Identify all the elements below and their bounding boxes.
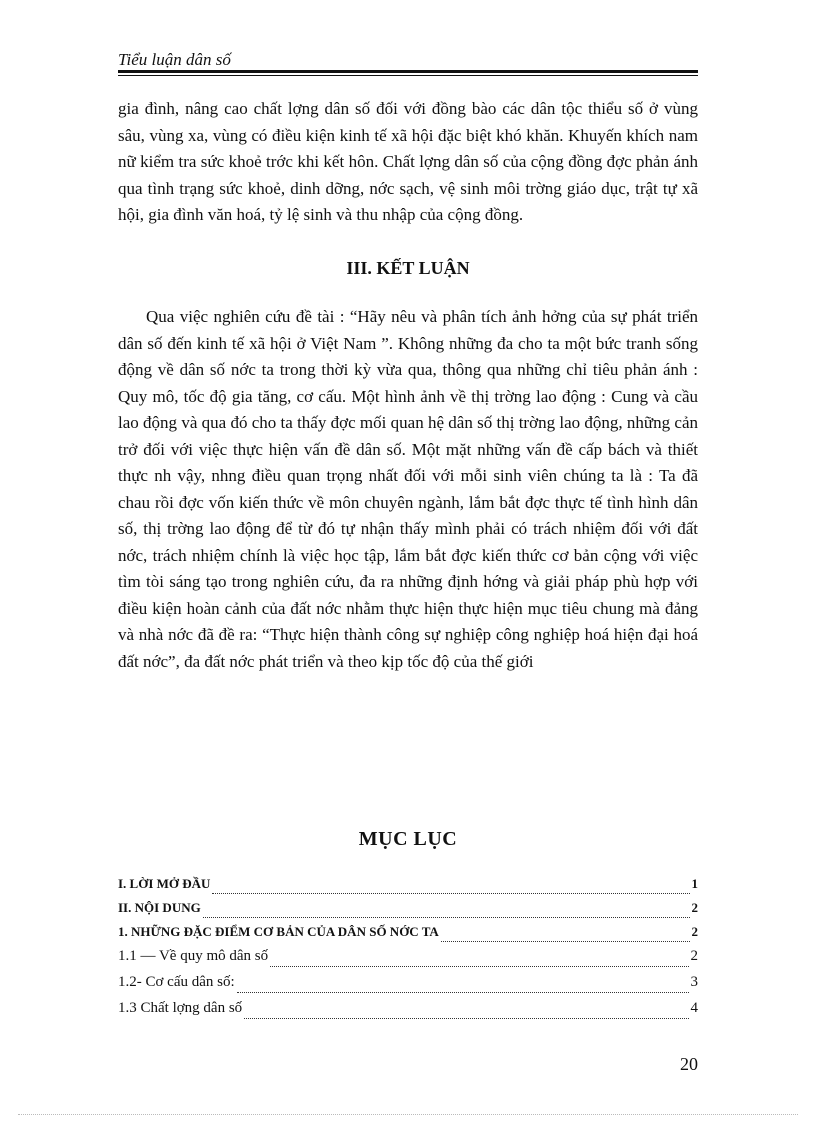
toc-entry-text: 1.1 — Về quy mô dân số	[118, 948, 269, 964]
toc-leader-dots	[270, 956, 688, 967]
toc-leader-dots	[212, 883, 689, 894]
toc-entry-page: 1	[691, 876, 698, 891]
toc-entry-page: 2	[691, 900, 698, 915]
paragraph-continuation: gia đình, nâng cao chất lợng dân số đối với đồng bào các dân tộc thiểu số ở vùng sâu, vùng xa, vùng có điều kiện kinh tế xã hội đặc biệt khó khăn. Khuyến khích nam nữ kiểm tra sức khoẻ trớc khi kết hôn. Chất lợng dân số của cộng đồng đợc phản ánh qua tình trạng sức khoẻ, dinh dỡng, nớc sạch, vệ sinh môi trờng giáo dục, trật tự xã hội, gia đình văn hoá, tỷ lệ sinh và thu nhập của cộng đồng.	[118, 99, 698, 224]
toc-entry-text: II. NỘI DUNG	[118, 900, 201, 915]
toc-entry[interactable]	[118, 876, 698, 900]
toc-entry-text: 1. NHỮNG ĐẶC ĐIỂM CƠ BẢN CỦA DÂN SỐ NỚC TA	[118, 924, 439, 939]
toc-entry[interactable]	[118, 1000, 698, 1026]
toc-leader-dots	[441, 931, 690, 942]
table-of-contents	[118, 876, 698, 1026]
page-bottom-border	[18, 1114, 798, 1115]
paragraph-conclusion: Qua việc nghiên cứu đề tài : “Hãy nêu và phân tích ảnh hởng của sự phát triển dân số đến kinh tế xã hội ở Việt Nam ”. Không những đa cho ta một bức tranh sống động về dân số nớc ta trong thời kỳ vừa qua, thông qua những chỉ tiêu phản ánh : Quy mô, tốc độ gia tăng, cơ cấu. Một hình ảnh về thị trờng lao động : Cung và cầu lao động và qua đó cho ta thấy đợc mối quan hệ dân số thị trờng lao động, những cản trở đối với việc thực hiện vấn đề dân số. Một mặt những vấn đề cấp bách và thiết thực nh vậy, nhng điều quan trọng nhất đối với mỗi sinh viên chúng ta là : Ta đã chau rồi đợc vốn kiến thức về môn chuyên ngành, lắm bắt đợc thực tế tình hình dân số, thị trờng lao động để từ đó tự nhận thấy mình phải có trách nhiệm đối với đất nớc, trách nhiệm chính là việc học tập, lắm bắt đợc kiến thức cơ bản cộng với việc tìm tòi sáng tạo trong nghiên cứu, đa ra những định hớng và giải pháp phù hợp với điều kiện hoàn cảnh của đất nớc nhằm thực hiện thực hiện mục tiêu chung mà đảng và nhà nớc đã đề ra: “Thực hiện thành công sự nghiệp công nghiệp hoá hiện đại hoá đất nớc”, đa đất nớc phát triển và theo kịp tốc độ của thế giới	[118, 307, 698, 671]
page-number: 20	[680, 1054, 698, 1074]
section-heading-conclusion: III. KẾT LUẬN	[346, 258, 470, 278]
toc-entry-text: I. LỜI MỞ ĐẦU	[118, 876, 211, 891]
toc-entry-text: 1.2- Cơ cấu dân số:	[118, 974, 235, 990]
header-rule-thick	[118, 70, 698, 73]
toc-entry[interactable]	[118, 948, 698, 974]
toc-entry[interactable]	[118, 924, 698, 948]
toc-entry-page: 2	[691, 924, 698, 939]
running-header: Tiểu luận dân số	[118, 50, 231, 69]
toc-entry-page: 3	[690, 974, 698, 990]
toc-leader-dots	[244, 1008, 688, 1019]
toc-leader-dots	[203, 907, 690, 918]
toc-leader-dots	[237, 982, 689, 993]
header-rule-thin	[118, 75, 698, 76]
toc-entry-page: 2	[690, 948, 698, 964]
toc-entry[interactable]	[118, 900, 698, 924]
toc-title: MỤC LỤC	[358, 828, 458, 850]
toc-entry-page: 4	[690, 1000, 698, 1016]
toc-entry[interactable]	[118, 974, 698, 1000]
toc-entry-text: 1.3 Chất lợng dân số	[118, 1000, 243, 1016]
